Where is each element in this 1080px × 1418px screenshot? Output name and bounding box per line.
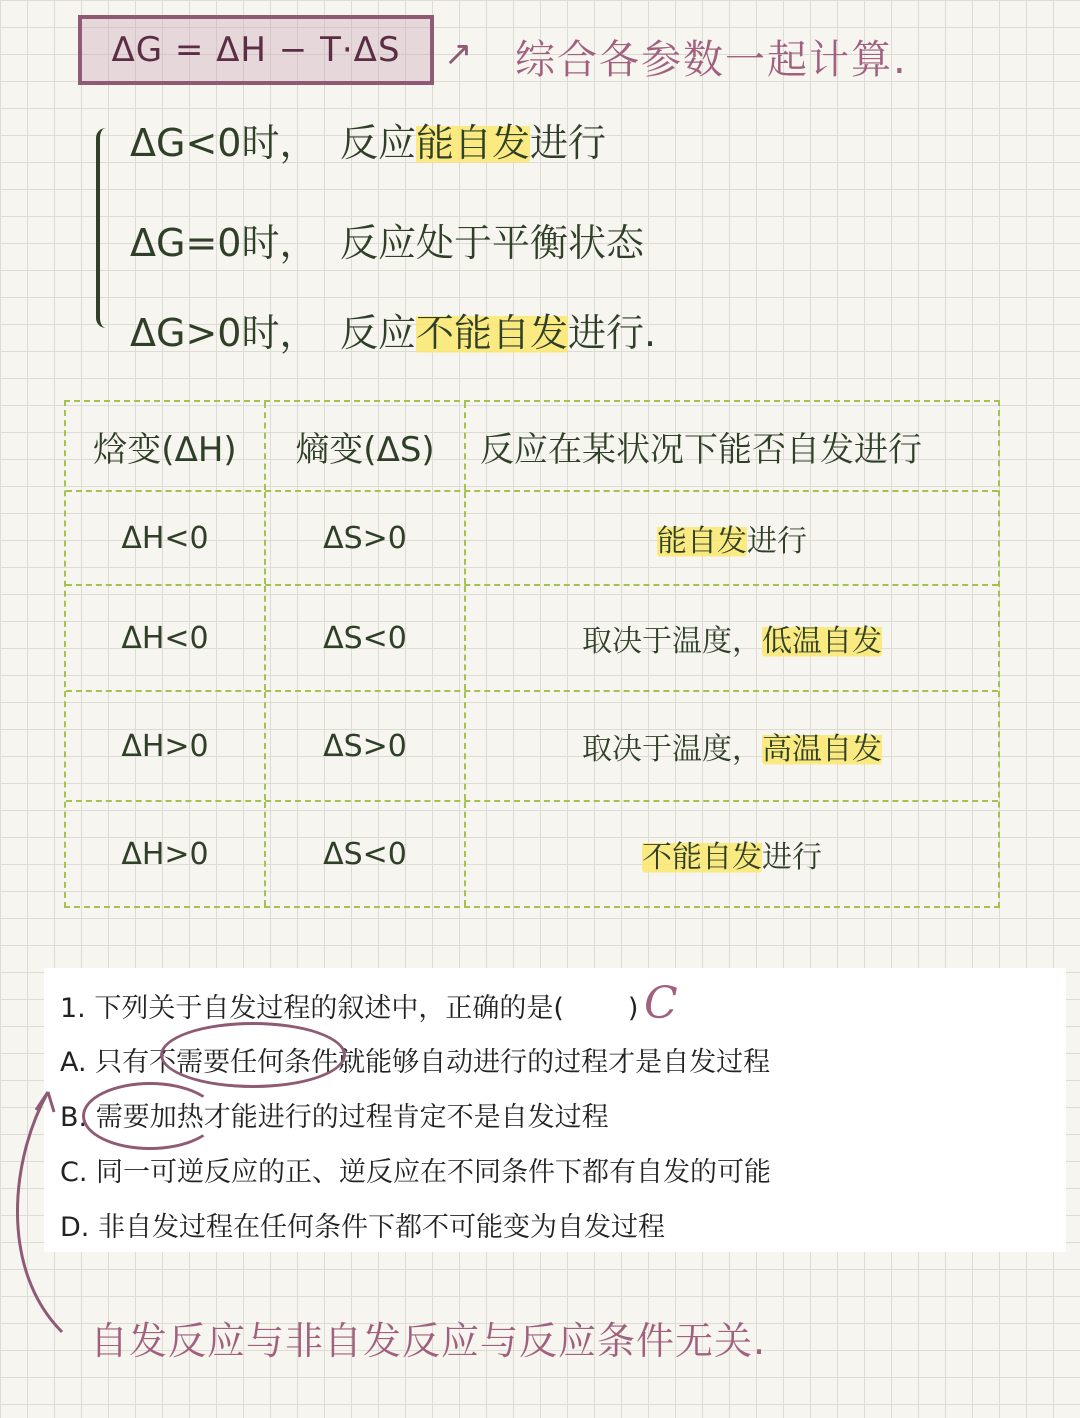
result-highlight: 不能自发 — [642, 832, 762, 876]
cell-result — [466, 586, 998, 690]
case-result-suffix: 进行 — [530, 121, 607, 165]
formula-box — [78, 15, 434, 85]
header-enthalpy: 焓变(ΔH) — [66, 402, 266, 490]
result-post: 进行 — [762, 840, 822, 875]
table-row — [66, 802, 998, 906]
cell-ds: ΔS<0 — [266, 586, 466, 690]
case-condition: ΔG=0时， — [130, 221, 318, 265]
question-stem-text: 1. 下列关于自发过程的叙述中，正确的是( — [60, 993, 564, 1024]
case-result-prefix: 反应 — [340, 311, 417, 355]
case-condition: ΔG<0时， — [130, 121, 318, 165]
bottom-note: 自发反应与非自发反应与反应条件无关. — [90, 1319, 767, 1363]
case-result-highlight: 不能自发 — [416, 302, 568, 357]
case-condition: ΔG>0时， — [130, 311, 318, 355]
table-row — [66, 492, 998, 586]
case-row-positive — [130, 302, 656, 357]
table-header-row — [66, 402, 998, 492]
result-post: 进行 — [747, 524, 807, 559]
option-a: A. 只有不需要任何条件就能够自动进行的过程才是自发过程 — [60, 1047, 771, 1078]
cell-dh: ΔH<0 — [66, 586, 266, 690]
result-pre: 取决于温度， — [582, 732, 762, 767]
table-row — [66, 586, 998, 692]
option-d: D. 非自发过程在任何条件下都不可能变为自发过程 — [60, 1212, 665, 1243]
cell-ds: ΔS>0 — [266, 492, 466, 584]
cell-dh: ΔH<0 — [66, 492, 266, 584]
cell-ds: ΔS<0 — [266, 802, 466, 906]
option-c: C. 同一可逆反应的正、逆反应在不同条件下都有自发的可能 — [60, 1157, 772, 1188]
case-row-zero — [130, 212, 644, 267]
cases-brace — [96, 128, 114, 328]
case-result-prefix: 反应处于平衡状态 — [340, 221, 645, 265]
formula-note: 综合各参数一起计算. — [515, 37, 908, 83]
header-spontaneity: 反应在某状况下能否自发进行 — [480, 429, 922, 470]
cell-result — [466, 802, 998, 906]
cell-result — [466, 492, 998, 584]
case-result-prefix: 反应 — [340, 121, 417, 165]
case-row-negative — [130, 112, 606, 167]
case-result-highlight: 能自发 — [416, 112, 530, 167]
cell-dh: ΔH>0 — [66, 692, 266, 800]
option-b: B. 需要加热才能进行的过程肯定不是自发过程 — [60, 1102, 609, 1133]
question-stem-close: ) — [627, 993, 639, 1024]
result-pre: 取决于温度， — [582, 624, 762, 659]
circle-annotation-a — [160, 1022, 346, 1088]
result-highlight: 能自发 — [657, 516, 747, 560]
cell-result — [466, 692, 998, 800]
header-entropy: 熵变(ΔS) — [266, 402, 466, 490]
formula-arrow-icon: ↗ — [444, 34, 473, 74]
handwritten-answer: C — [644, 978, 678, 1029]
result-highlight: 高温自发 — [762, 724, 882, 768]
spontaneity-table — [64, 400, 1000, 908]
formula-expression: ΔG = ΔH − T·ΔS — [111, 30, 401, 70]
case-result-suffix: 进行. — [568, 311, 657, 355]
table-row — [66, 692, 998, 802]
result-highlight: 低温自发 — [762, 616, 882, 660]
cell-ds: ΔS>0 — [266, 692, 466, 800]
cell-dh: ΔH>0 — [66, 802, 266, 906]
question-stem — [60, 986, 638, 1025]
